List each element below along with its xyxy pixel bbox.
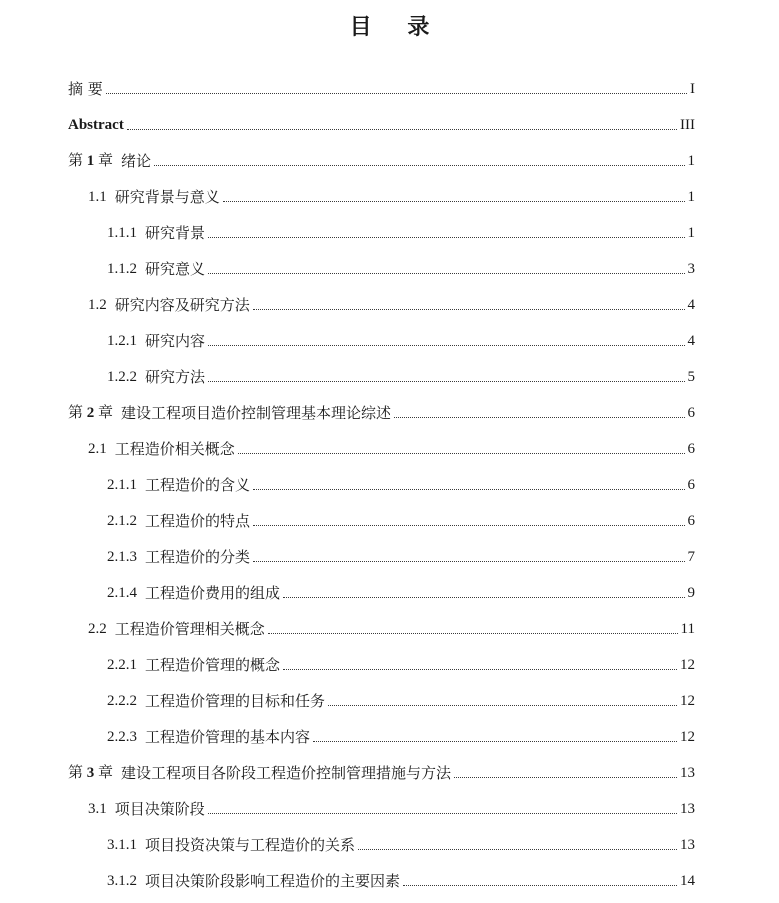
toc-leader-dots: [328, 705, 677, 706]
toc-entry-label: Abstract: [68, 117, 124, 133]
toc-entry-label: 工程造价相关概念: [114, 440, 235, 458]
toc-entry-label: 研究方法: [145, 368, 206, 386]
toc-entry-page: 5: [687, 369, 695, 385]
toc-leader-dots: [313, 741, 677, 742]
toc-entry-page: 7: [687, 549, 695, 565]
toc-entry-page: 6: [687, 405, 695, 421]
toc-leader-dots: [268, 633, 678, 634]
toc-entry-2-2-2[interactable]: [107, 688, 695, 710]
toc-entry-page: 14: [680, 873, 695, 889]
toc-leader-dots: [208, 345, 684, 346]
toc-leader-dots: [283, 597, 684, 598]
toc-entry-page: 1: [687, 225, 695, 241]
toc-entry-label: 项目投资决策与工程造价的关系: [145, 836, 356, 854]
toc-entry-number: 2.2.1: [107, 657, 137, 673]
toc-leader-dots: [208, 381, 684, 382]
toc-entry-page: 11: [680, 621, 695, 637]
toc-entry-1-2-2[interactable]: [107, 364, 695, 386]
toc-leader-dots: [154, 165, 684, 166]
toc-entry-2-1-3[interactable]: [107, 544, 695, 566]
toc-entry-number: 第 2 章: [68, 405, 114, 421]
toc-leader-dots: [358, 849, 677, 850]
toc-entry-2-1-4[interactable]: [107, 580, 695, 602]
toc-entry-label: 工程造价的特点: [145, 512, 251, 530]
toc-entry-1-1-2[interactable]: [107, 256, 695, 278]
toc-leader-dots: [208, 273, 684, 274]
toc-entry-1-2[interactable]: [88, 292, 695, 314]
toc-entry-chapter-1[interactable]: [68, 148, 695, 170]
toc-entry-page: 3: [687, 261, 695, 277]
toc-entry-page: 13: [680, 837, 695, 853]
toc-leader-dots: [403, 885, 677, 886]
toc-entry-1-2-1[interactable]: [107, 328, 695, 350]
toc-entry-label: 工程造价管理的基本内容: [145, 728, 311, 746]
toc-entry-label: 工程造价费用的组成: [145, 584, 281, 602]
toc-leader-dots: [253, 489, 684, 490]
toc-entry-label: 研究背景: [145, 224, 206, 242]
toc-entry-page: 13: [680, 765, 695, 781]
toc-entry-number: 1.1.1: [107, 225, 137, 241]
toc-leader-dots: [106, 93, 687, 94]
toc-entry-page: 6: [687, 441, 695, 457]
toc-entry-label: 项目决策阶段影响工程造价的主要因素: [145, 872, 401, 890]
toc-entry-page: 12: [680, 693, 695, 709]
toc-entry-label: 建设工程项目造价控制管理基本理论综述: [121, 404, 392, 422]
toc-leader-dots: [208, 237, 684, 238]
toc-entry-number: 1.1: [88, 189, 107, 205]
toc-entry-number: 1.2.1: [107, 333, 137, 349]
toc-leader-dots: [238, 453, 685, 454]
toc-leader-dots: [208, 813, 677, 814]
toc-entry-number: 3.1: [88, 801, 107, 817]
toc-entry-number: 第 1 章: [68, 153, 114, 169]
toc-entry-page: 6: [687, 513, 695, 529]
toc-entry-2-1[interactable]: [88, 436, 695, 458]
toc-entry-chapter-2[interactable]: [68, 400, 695, 422]
toc-entry-label: 项目决策阶段: [114, 800, 205, 818]
toc-entry-label: 研究内容: [145, 332, 206, 350]
toc-leader-dots: [223, 201, 685, 202]
toc-entry-label: 工程造价的含义: [145, 476, 251, 494]
toc-entry-3-1-1[interactable]: [107, 832, 695, 854]
toc-entry-abstract-cn[interactable]: [68, 76, 695, 98]
toc-entry-label: 建设工程项目各阶段工程造价控制管理措施与方法: [121, 764, 452, 782]
toc-leader-dots: [283, 669, 677, 670]
toc-entry-number: 2.2.3: [107, 729, 137, 745]
toc-entry-label: 研究内容及研究方法: [114, 296, 250, 314]
toc-entry-2-2-1[interactable]: [107, 652, 695, 674]
toc-entry-label: 研究意义: [145, 260, 206, 278]
toc-entry-label: 绪论: [121, 152, 152, 170]
toc-entry-number: 2.1.3: [107, 549, 137, 565]
toc-entry-page: 4: [687, 297, 695, 313]
toc-entry-abstract-en[interactable]: [68, 112, 695, 134]
toc-entry-2-1-1[interactable]: [107, 472, 695, 494]
toc-entry-page: 12: [680, 729, 695, 745]
toc-entry-number: 第 3 章: [68, 765, 114, 781]
toc-entry-number: 1.2: [88, 297, 107, 313]
toc-leader-dots: [253, 309, 685, 310]
toc-entry-label: 工程造价管理的概念: [145, 656, 281, 674]
toc-entry-number: 2.2: [88, 621, 107, 637]
toc-entry-page: 1: [687, 189, 695, 205]
toc-entry-number: 2.2.2: [107, 693, 137, 709]
toc-leader-dots: [454, 777, 677, 778]
toc-entry-number: 2.1.4: [107, 585, 137, 601]
toc-entry-1-1-1[interactable]: [107, 220, 695, 242]
toc-entry-page: 13: [680, 801, 695, 817]
toc-entry-label: 摘 要: [68, 80, 103, 98]
toc-leader-dots: [127, 129, 677, 130]
toc-entry-label: 工程造价管理的目标和任务: [145, 692, 326, 710]
toc-entry-2-1-2[interactable]: [107, 508, 695, 530]
toc-entry-number: 2.1.2: [107, 513, 137, 529]
toc-entry-number: 2.1.1: [107, 477, 137, 493]
toc-entry-number: 1.2.2: [107, 369, 137, 385]
toc-entry-number: 2.1: [88, 441, 107, 457]
toc-entry-number: 3.1.1: [107, 837, 137, 853]
toc-entry-label: 工程造价管理相关概念: [114, 620, 265, 638]
toc-entry-page: 6: [687, 477, 695, 493]
toc-entry-page: 12: [680, 657, 695, 673]
toc-entry-1-1[interactable]: [88, 184, 695, 206]
toc-entry-page: 4: [687, 333, 695, 349]
toc-entry-page: 1: [687, 153, 695, 169]
toc-entry-2-2-3[interactable]: [107, 724, 695, 746]
toc-entry-label: 研究背景与意义: [114, 188, 220, 206]
toc-leader-dots: [394, 417, 684, 418]
toc-entry-page: 9: [687, 585, 695, 601]
toc-entry-page: III: [680, 117, 695, 133]
page-title: 目 录: [349, 15, 444, 40]
toc-leader-dots: [253, 525, 684, 526]
toc-entry-2-2[interactable]: [88, 616, 695, 638]
toc-entry-chapter-3[interactable]: [68, 760, 695, 782]
toc-entry-3-1-2[interactable]: [107, 868, 695, 890]
toc-entry-number: 3.1.2: [107, 873, 137, 889]
toc-leader-dots: [253, 561, 684, 562]
toc-entry-number: 1.1.2: [107, 261, 137, 277]
toc-entry-3-1[interactable]: [88, 796, 695, 818]
toc-entry-label: 工程造价的分类: [145, 548, 251, 566]
toc-entry-page: I: [690, 81, 695, 97]
